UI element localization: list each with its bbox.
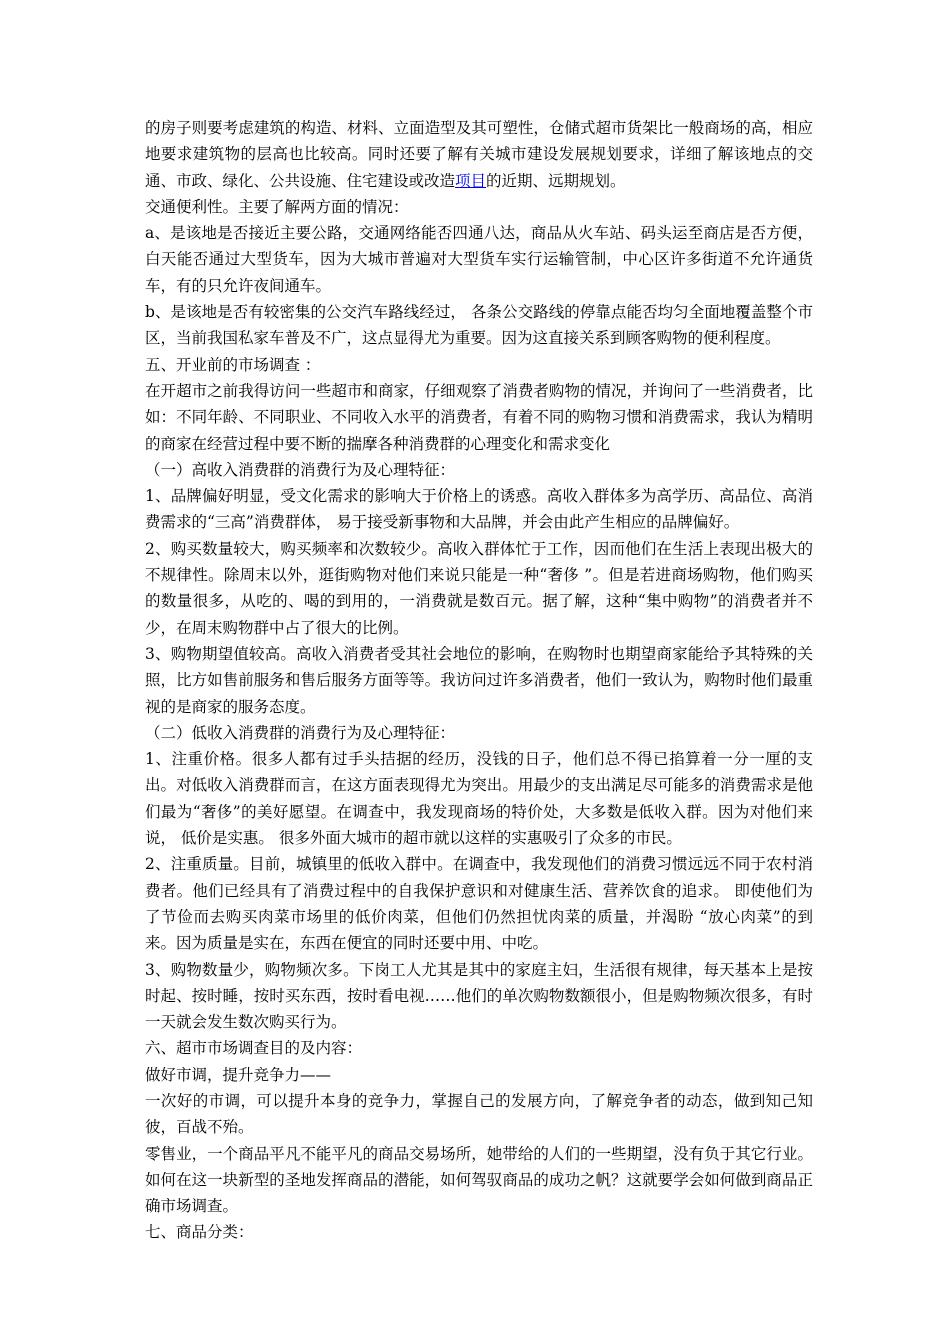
document-body [145,115,813,1246]
section-heading-5: 五、开业前的市场调查 ： [145,355,321,374]
paragraph-high-income-2: 2、购买数量较大，购买频率和次数较少。高收入群体忙于工作，因而他们在生活上表现出极大的不规律性。除周末以外，逛街购物对他们来说只能是一种“奢侈 ”。但是若进商场购物，他们购买的数量很多，从吃的、喝的到用的，一消费就是数百元。据了解，这种“集中购物”的消费者并不少，在周末购物群中占了很大的比例。 [145,539,813,637]
project-link[interactable]: 项目 [455,171,487,190]
subheading-low-income: （二）低收入消费群的消费行为及心理特征： [145,723,456,742]
paragraph-market-research-tagline: 做好市调，提升竞争力—— [145,1065,332,1084]
paragraph-retail-industry: 零售业，一个商品平凡不能平凡的商品交易场所，她带给的人们的一些期望，没有负于其它行业。如何在这一块新型的圣地发挥商品的潜能，如何驾驭商品的成功之帆？这就要学会如何做到商品正确市场调查。 [145,1144,813,1216]
paragraph-item-a-roads: a、是该地是否接近主要公路，交通网络能否四通八达，商品从火车站、码头运至商店是否方便，白天能否通过大型货车，因为大城市普遍对大型货车实行运输管制，中心区许多街道不允许通货车，有的只允许夜间通车。 [145,224,813,295]
subheading-high-income: （一）高收入消费群的消费行为及心理特征： [145,460,456,479]
paragraph-market-survey-intro: 在开超市之前我得访问一些超市和商家，仔细观察了消费者购物的情况，并询问了一些消费者，比如：不同年龄、不同职业、不同收入水平的消费者，有着不同的购物习惯和消费需求，我认为精明的商家在经营过程中要不断的揣摩各种消费群的心理变化和需求变化 [145,381,813,453]
paragraph-item-b-bus-routes: b、是该地是否有较密集的公交汽车路线经过， 各条公交路线的停靠点能否均匀全面地覆盖整个市区，当前我国私家车普及不广，这点显得尤为重要。因为这直接关系到顾客购物的便利程度。 [145,303,813,348]
paragraph-low-income-3: 3、购物数量少，购物频次多。下岗工人尤其是其中的家庭主妇，生活很有规律，每天基本上是按时起、按时睡，按时买东西，按时看电视……他们的单次购物数额很小，但是购物频次很多，有时一天就会发生数次购买行为。 [145,960,813,1032]
section-heading-6: 六、超市市场调查目的及内容： [145,1039,363,1058]
paragraph-high-income-1: 1、品牌偏好明显，受文化需求的影响大于价格上的诱惑。高收入群体多为高学历、高品位、高消费需求的“三高”消费群体， 易于接受新事物和大品牌，并会由此产生相应的品牌偏好。 [145,487,813,532]
paragraph-market-research-benefit: 一次好的市调，可以提升本身的竞争力，掌握自己的发展方向，了解竞争者的动态，做到知己知彼，百战不殆。 [145,1091,813,1137]
paragraph-building-planning [145,115,813,194]
paragraph-high-income-3: 3、购物期望值较高。高收入消费者受其社会地位的影响，在购物时也期望商家能给予其特殊的关照，比方如售前服务和售后服务方面等等。我访问过许多消费者，他们一致认为，购物时他们最重视的是商家的服务态度。 [145,644,813,716]
paragraph-text: 的房子则要考虑建筑的构造、材料、立面造型及其可塑性，仓储式超市货架比一般商场的高，相应地要求建筑物的层高也比较高。同时还要了解有关城市建设发展规划要求，详细了解该地点的交通、市政、绿化、公共设施、住宅建设或改造 [145,119,813,190]
paragraph-text: 的近期、远期规划。 [486,171,626,190]
paragraph-low-income-1: 1、注重价格。很多人都有过手头拮据的经历，没钱的日子，他们总不得已掐算着一分一厘的支出。对低收入消费群而言，在这方面表现得尤为突出。用最少的支出满足尽可能多的消费需求是他们最为“奢侈”的美好愿望。在调查中，我发现商场的特价处，大多数是低收入群。因为对他们来说， 低价是实惠。 很多外面大城市的超市就以这样的实惠吸引了众多的市民。 [145,750,813,848]
paragraph-traffic-convenience: 交通便利性。主要了解两方面的情况： [145,197,409,216]
paragraph-low-income-2: 2、注重质量。目前，城镇里的低收入群中。在调查中，我发现他们的消费习惯远远不同于农村消费者。他们已经具有了消费过程中的自我保护意识和对健康生活、营养饮食的追求。 即使他们为了节俭而去购买肉菜市场里的低价肉菜，但他们仍然担忧肉菜的质量，并渴盼 “放心肉菜”的到来。因为质量是实在，东西在便宜的同时还要中用、中吃。 [145,855,813,953]
section-heading-7: 七、商品分类： [145,1223,254,1242]
